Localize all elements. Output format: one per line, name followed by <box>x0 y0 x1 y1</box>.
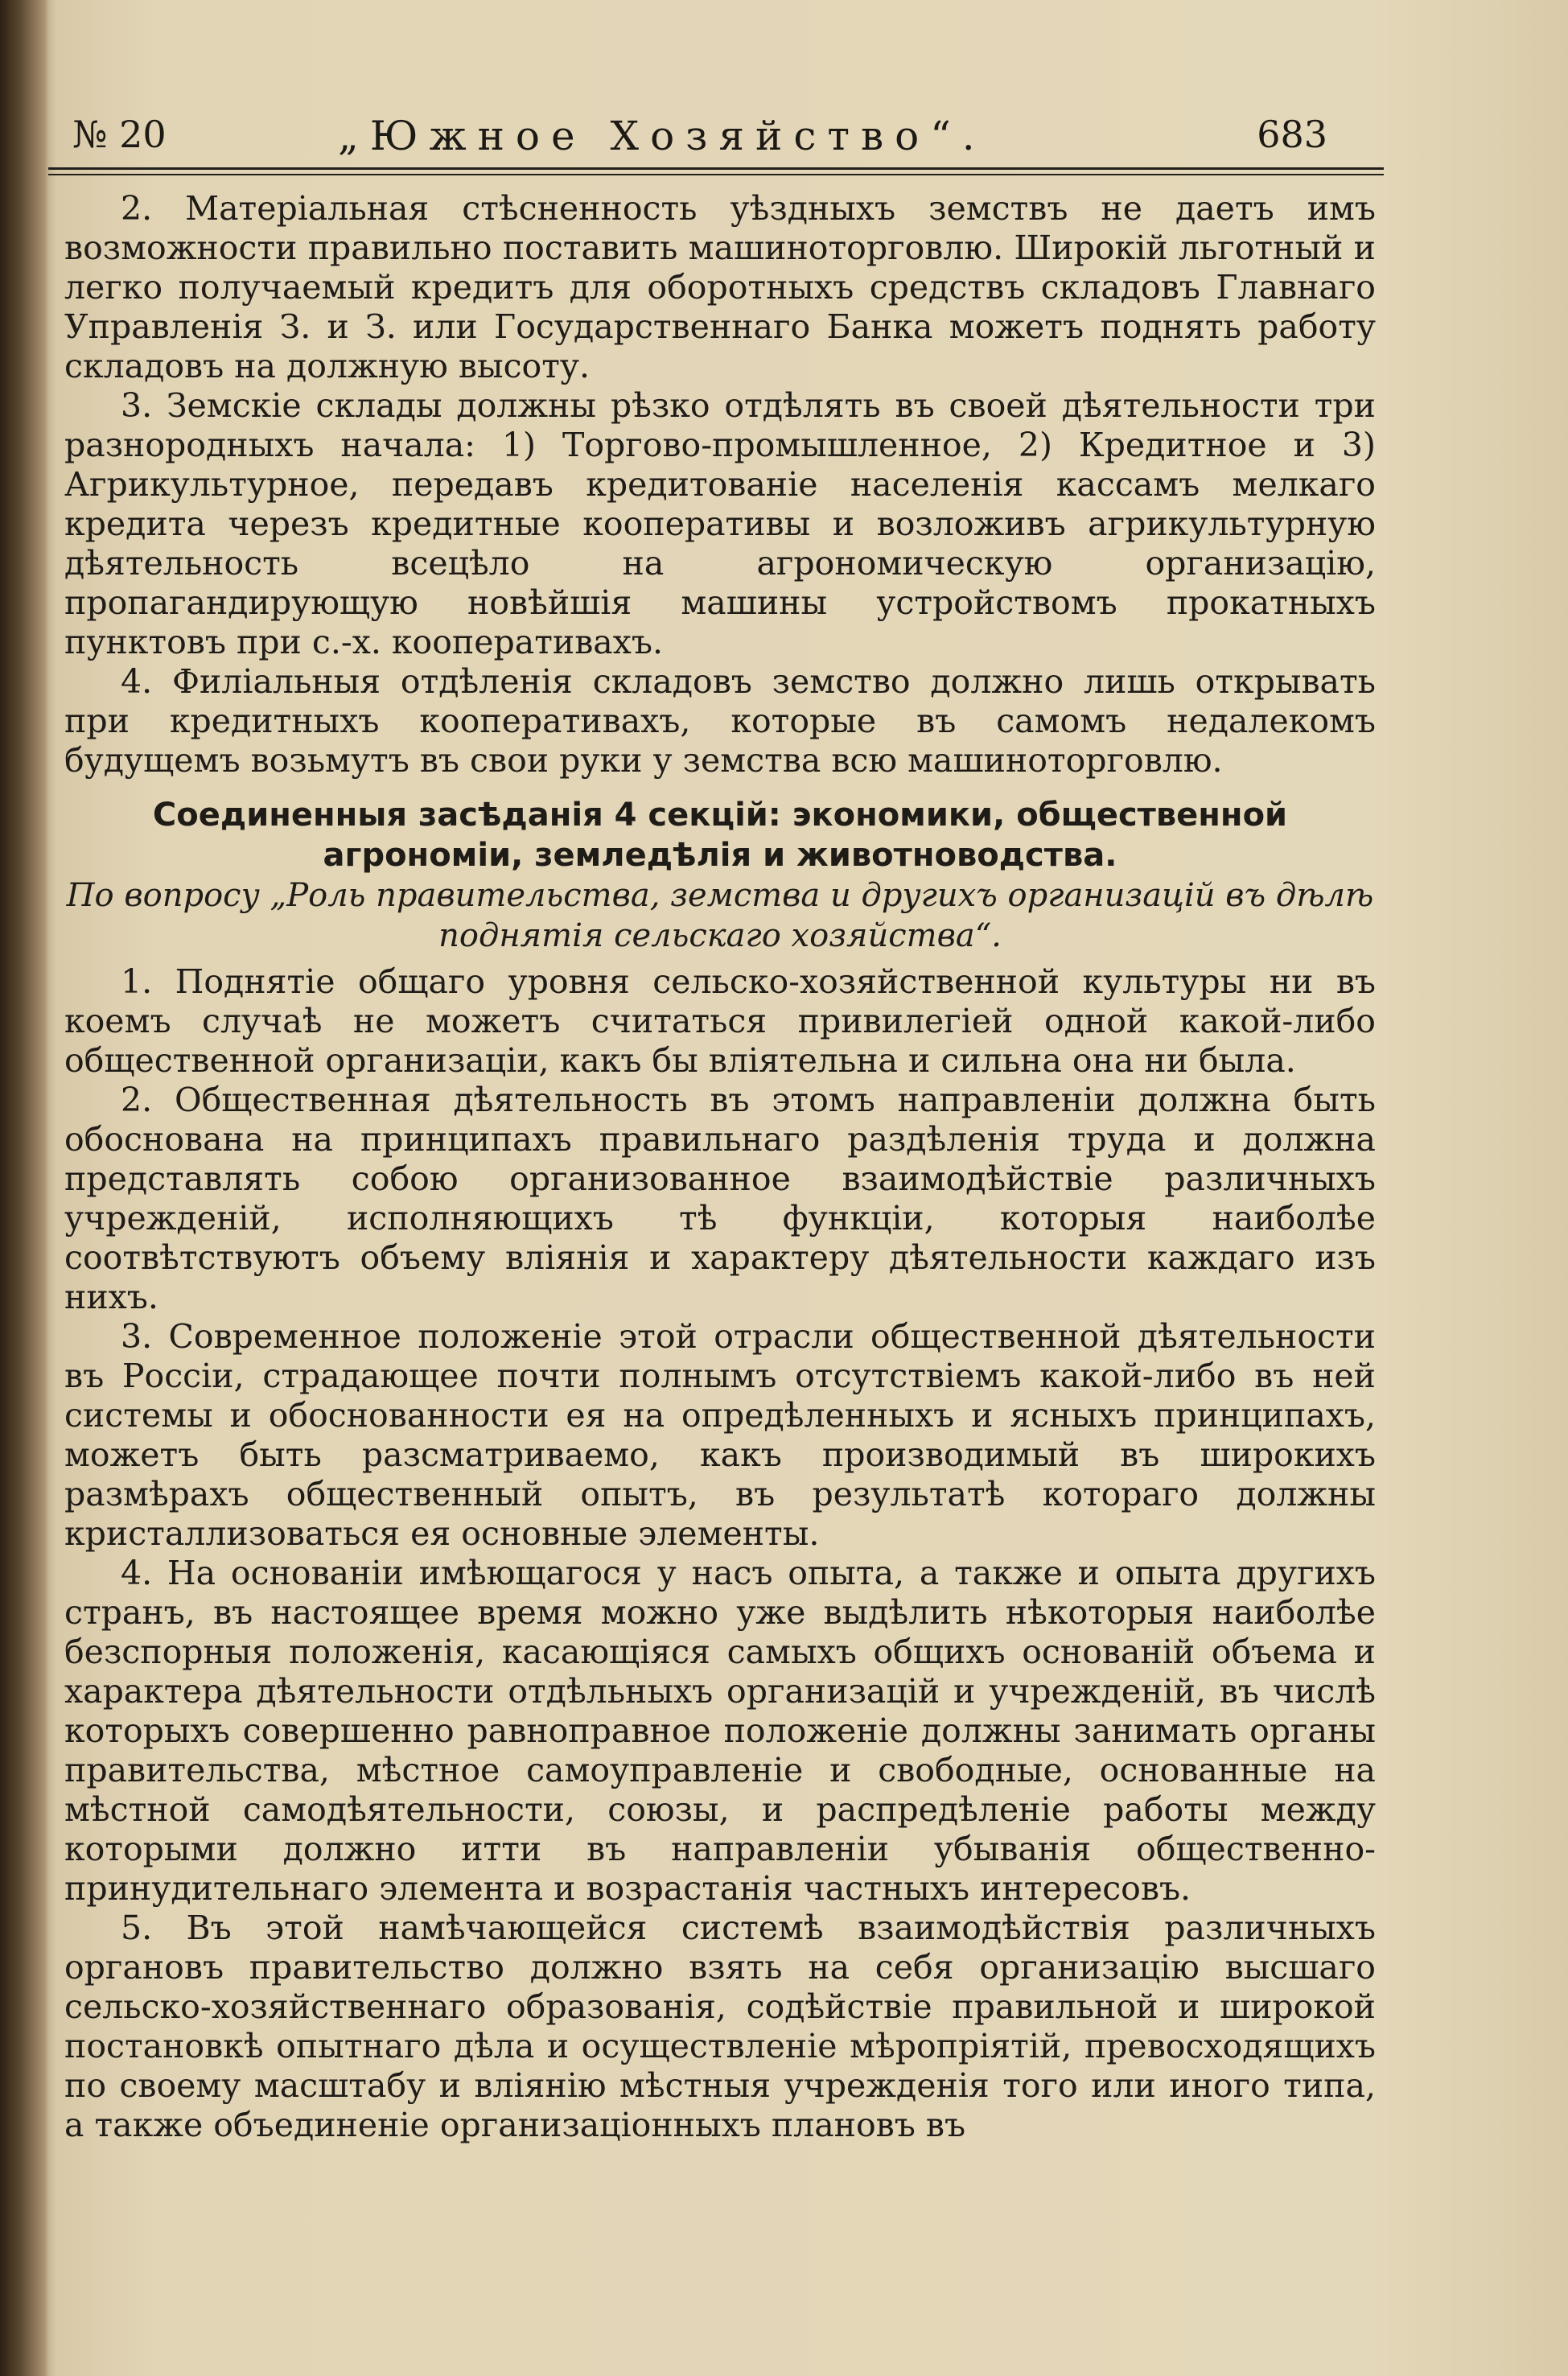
paragraph: 3. Земскіе склады должны рѣзко отдѣлять въ своей дѣятельности три разнородныхъ начала: 1) Торгово-промышленное, 2) Кредитное и 3) Агрикультурное, передавъ кредитованіе населенія кассамъ мелкаго кредита черезъ кредитные кооперативы и возложивъ агрикультурную дѣятельность всецѣло на агрономическую организацію, пропагандирующую новѣйшія машины устройствомъ прокатныхъ пунктовъ при с.-х. кооперативахъ. <box>64 386 1376 661</box>
paragraph: 3. Современное положеніе этой отрасли общественной дѣятельности въ Россіи, страдающее почти полнымъ отсутствіемъ какой-либо въ ней системы и обоснованности ея на опредѣленныхъ и ясныхъ принципахъ, можетъ быть разсматриваемо, какъ производимый въ широкихъ размѣрахъ общественный опытъ, въ результатѣ котораго должны кристаллизоваться ея основные элементы. <box>64 1317 1376 1553</box>
paragraph: 2. Общественная дѣятельность въ этомъ направленіи должна быть обоснована на принципахъ правильнаго раздѣленія труда и должна представлять собою организованное взаимодѣйствіе различныхъ учрежденій, исполняющихъ тѣ функціи, которыя наиболѣе соотвѣтствуютъ объему вліянія и характеру дѣятельности каждаго изъ нихъ. <box>64 1081 1376 1316</box>
book-spine <box>0 0 48 2376</box>
paragraph: 4. На основаніи имѣющагося у насъ опыта, а также и опыта другихъ странъ, въ настоящее время можно уже выдѣлить нѣкоторыя наиболѣе безспорныя положенія, касающіяся самыхъ общихъ основаній объема и характера дѣятельности отдѣльныхъ организацій и учрежденій, въ числѣ которыхъ совершенно равноправное положеніе должны занимать органы правительства, мѣстное самоуправленіе и свободные, основанные на мѣстной самодѣятельности, союзы, и распредѣленіе работы между которыми должно итти въ направленіи убыванія общественно-принудительнаго элемента и возрастанія частныхъ интересовъ. <box>64 1554 1376 1908</box>
paragraph: 5. Въ этой намѣчающейся системѣ взаимодѣйствія различныхъ органовъ правительство должно взять на себя организацію высшаго сельско-хозяйственнаго образованія, содѣйствіе правильной и широкой постановкѣ опытнаго дѣла и осуществленіе мѣропріятій, превосходящихъ по своему масштабу и вліянію мѣстныя учрежденія того или иного типа, а также объединеніе организаціонныхъ плановъ въ <box>64 1909 1376 2144</box>
page-body <box>64 189 1376 2145</box>
paragraph: 1. Поднятіе общаго уровня сельско-хозяйственной культуры ни въ коемъ случаѣ не можетъ считаться привилегіей одной какой-либо общественной организаціи, какъ бы вліятельна и сильна она ни была. <box>64 962 1376 1080</box>
header-rule-bottom <box>48 174 1384 175</box>
header-rule-top <box>48 167 1384 170</box>
journal-title: „Южное Хозяйство“. <box>338 113 986 159</box>
page-number: 683 <box>1257 113 1327 156</box>
running-header <box>72 113 1327 169</box>
issue-number: № 20 <box>72 113 167 156</box>
section-heading: Соединенныя засѣданія 4 секцій: экономики, общественной агрономіи, земледѣлія и животноводства. <box>152 797 1288 874</box>
section-subheading: По вопросу „Роль правительства, земства и другихъ организацій въ дѣлѣ поднятія сельскаго хозяйства“. <box>66 877 1374 954</box>
paragraph: 2. Матеріальная стѣсненность уѣздныхъ земствъ не даетъ имъ возможности правильно поставить машиноторговлю. Широкій льготный и легко получаемый кредитъ для оборотныхъ средствъ складовъ Главнаго Управленія З. и З. или Государственнаго Банка можетъ поднять работу складовъ на должную высоту. <box>64 189 1376 385</box>
paragraph: 4. Филіальныя отдѣленія складовъ земство должно лишь открывать при кредитныхъ кооперативахъ, которые въ самомъ недалекомъ будущемъ возьмутъ въ свои руки у земства всю машиноторговлю. <box>64 662 1376 780</box>
